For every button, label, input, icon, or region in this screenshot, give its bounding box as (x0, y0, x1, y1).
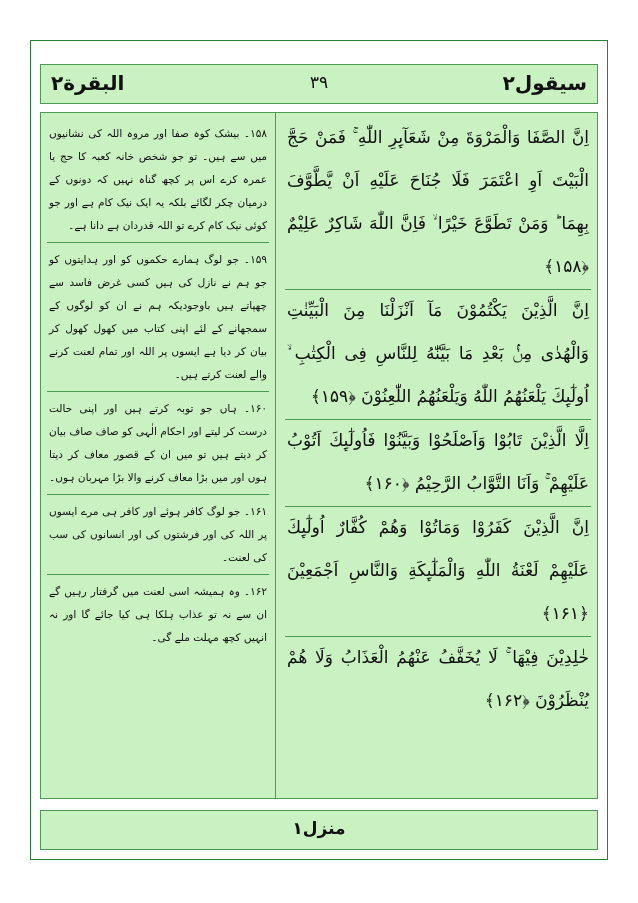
arabic-verse-160: اِلَّا الَّذِيْنَ تَابُوْا وَاَصْلَحُوْا وَبَيَّنُوْا فَاُولٰٓىِٕكَ اَتُوْبُ عَلَيْهِمْ ۚ وَاَنَا التَّوَّابُ الرَّحِيْمُ ﴿۱۶۰﴾ (285, 420, 591, 507)
surah-label: البقرة۲ (51, 71, 125, 95)
page-frame (30, 40, 608, 860)
page-header (40, 64, 598, 104)
translation-162: ۱۶۲۔ وہ ہمیشہ اسی لعنت میں گرفتار رہیں گے ان سے نہ تو عذاب ہلکا ہی کیا جائے گا اور نہ انہیں کچھ مہلت ملے گی۔ (49, 586, 267, 644)
manzil-label: منزل۱ (292, 819, 346, 839)
column-divider (275, 113, 276, 798)
translation-161: ۱۶۱۔ جو لوگ کافر ہوئے اور کافر ہی مرے ایسوں پر اللہ کی اور فرشتوں کی اور انسانوں کی سب کی لعنت۔ (47, 495, 269, 575)
page-footer (40, 810, 598, 850)
translation-160: ۱۶۰۔ ہاں جو توبہ کرتے ہیں اور اپنی حالت درست کر لیتے اور احکام الٰہی کو صاف صاف بیان کر دیتے ہیں تو میں ان کے قصور معاف کر دیتا ہوں اور میں بڑا معاف کرنے والا بڑا مہربان ہوں۔ (47, 392, 269, 495)
translation-159: ۱۵۹۔ جو لوگ ہمارے حکموں کو اور ہدایتوں کو جو ہم نے نازل کی ہیں کسی غرض فاسد سے چھپاتے ہیں باوجودیکہ ہم نے ان کو لوگوں کے سمجھانے کے لئے اپنی کتاب میں کھول کھول کر بیان کر دیا ہے ایسوں پر اللہ اور تمام لعنت کرنے والے لعنت کرتے ہیں۔ (47, 243, 269, 392)
arabic-verse-161: اِنَّ الَّذِيْنَ كَفَرُوْا وَمَاتُوْا وَهُمْ كُفَّارٌ اُولٰٓىِٕكَ عَلَيْهِمْ لَعْنَةُ اللّٰهِ وَالْمَلٰٓىِٕكَةِ وَالنَّاسِ اَجْمَعِيْنَ ﴿۱۶۱﴾ (285, 507, 591, 637)
translation-158: ۱۵۸۔ بیشک کوہ صفا اور مروہ اللہ کی نشانیوں میں سے ہیں۔ تو جو شخص خانہ کعبہ کا حج یا عمرہ کرے اس پر کچھ گناہ نہیں کہ دونوں کے درمیان چکر لگائے بلکہ یہ ایک نیک کام ہے اور جو کوئی نیک کام کرے تو اللہ قدردان ہے دانا ہے۔ (47, 117, 269, 243)
content-panel (40, 112, 598, 799)
arabic-verse-158: اِنَّ الصَّفَا وَالْمَرْوَةَ مِنْ شَعَآىِٕرِ اللّٰهِ ۚ فَمَنْ حَجَّ الْبَيْتَ اَوِ اعْتَمَرَ فَلَا جُنَاحَ عَلَيْهِ اَنْ يَّطَّوَّفَ بِهِمَا ؕ وَمَنْ تَطَوَّعَ خَيْرًا ۙ فَاِنَّ اللّٰهَ شَاكِرٌ عَلِيْمٌ ﴿۱۵۸﴾ (285, 117, 591, 290)
arabic-verse-162: خٰلِدِيْنَ فِيْهَا ۚ لَا يُخَفَّفُ عَنْهُمُ الْعَذَابُ وَلَا هُمْ يُنْظَرُوْنَ ﴿۱۶۲﴾ (287, 648, 589, 711)
arabic-verse-159: اِنَّ الَّذِيْنَ يَكْتُمُوْنَ مَآ اَنْزَلْنَا مِنَ الْبَيِّنٰتِ وَالْهُدٰى مِنْۢ بَعْدِ مَا بَيَّنّٰهُ لِلنَّاسِ فِى الْكِتٰبِ ۙ اُولٰٓىِٕكَ يَلْعَنُهُمُ اللّٰهُ وَيَلْعَنُهُمُ اللّٰعِنُوْنَ ﴿۱۵۹﴾ (285, 290, 591, 420)
page-number: ۳۹ (309, 73, 329, 93)
arabic-column (285, 117, 591, 723)
series-label: سیقول۲ (502, 71, 587, 95)
translation-column (47, 117, 269, 654)
